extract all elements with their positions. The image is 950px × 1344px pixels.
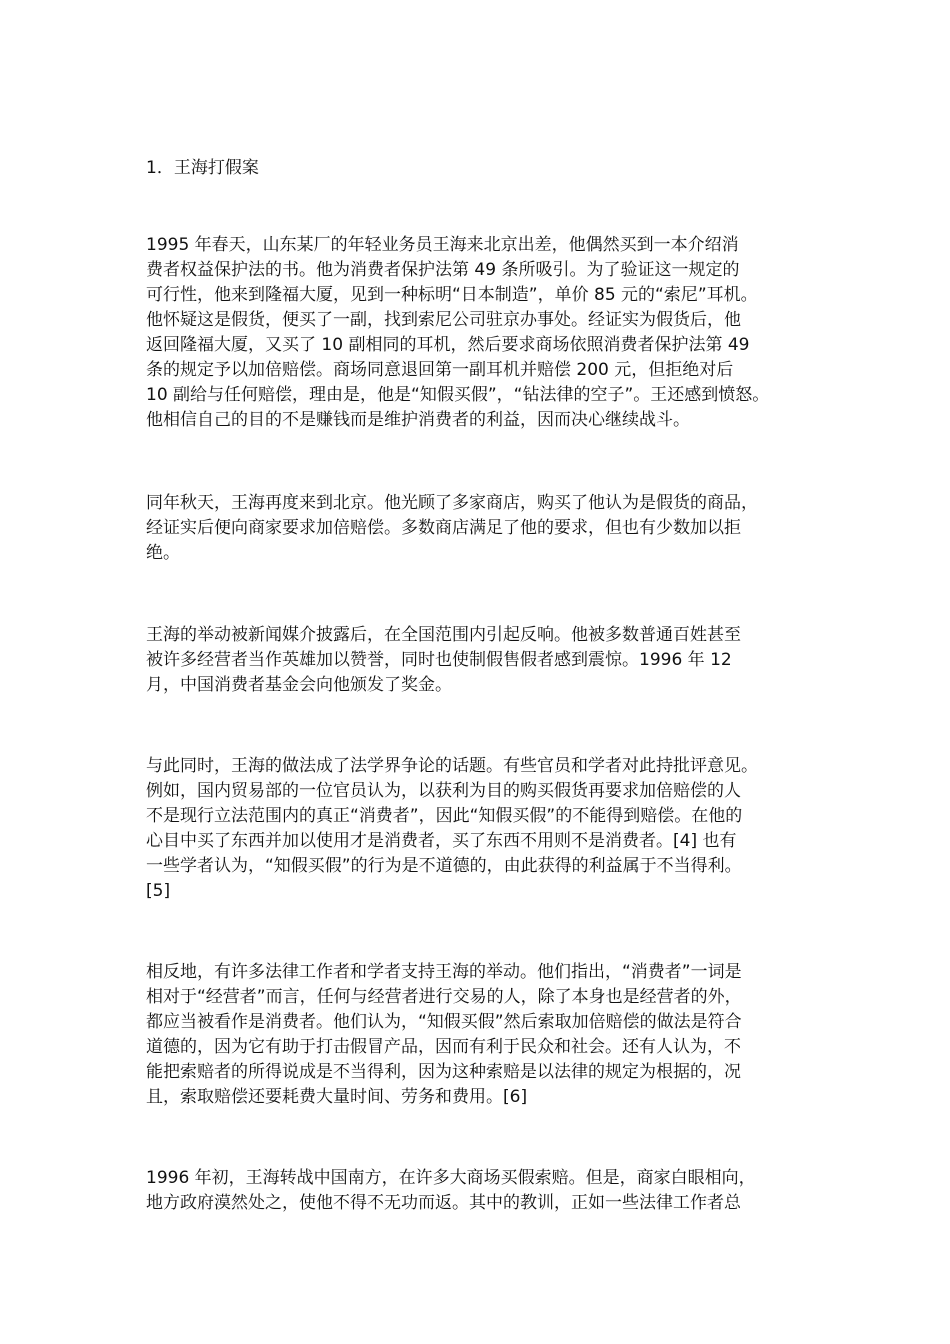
text-line: 他怀疑这是假货，便买了一副，找到索尼公司驻京办事处。经证实为假货后，他 <box>146 310 741 330</box>
text-line: 与此同时，王海的做法成了法学界争论的话题。有些官员和学者对此持批评意见。 <box>146 756 758 776</box>
paragraph-1 <box>146 233 812 433</box>
text-line: 条的规定予以加倍赔偿。商场同意退回第一副耳机并赔偿 200 元，但拒绝对后 <box>146 360 734 380</box>
text-line: 可行性，他来到隆福大厦，见到一种标明“日本制造”，单价 85 元的“索尼”耳机。 <box>146 285 758 305</box>
text-line: 都应当被看作是消费者。他们认为，“知假买假”然后索取加倍赔偿的做法是符合 <box>146 1012 742 1032</box>
text-line: 经证实后便向商家要求加倍赔偿。多数商店满足了他的要求，但也有少数加以拒 <box>146 518 741 538</box>
paragraph-4 <box>146 754 812 904</box>
text-line: 能把索赔者的所得说成是不当得利，因为这种索赔是以法律的规定为根据的，况 <box>146 1062 741 1082</box>
text-line: [5] <box>146 881 171 901</box>
text-line: 地方政府漠然处之，使他不得不无功而返。其中的教训，正如一些法律工作者总 <box>146 1193 741 1213</box>
text-line: 相对于“经营者”而言，任何与经营者进行交易的人，除了本身也是经营者的外， <box>146 987 742 1007</box>
text-line: 不是现行立法范围内的真正“消费者”，因此“知假买假”的不能得到赔偿。在他的 <box>146 806 743 826</box>
text-line: 道德的，因为它有助于打击假冒产品，因而有利于民众和社会。还有人认为，不 <box>146 1037 741 1057</box>
text-line: 且，索取赔偿还要耗费大量时间、劳务和费用。[6] <box>146 1087 528 1107</box>
text-line: 相反地，有许多法律工作者和学者支持王海的举动。他们指出，“消费者”一词是 <box>146 962 742 982</box>
text-line: 心目中买了东西并加以使用才是消费者，买了东西不用则不是消费者。[4] 也有 <box>146 831 737 851</box>
paragraph-3 <box>146 623 812 698</box>
text-line: 一些学者认为，“知假买假”的行为是不道德的，由此获得的利益属于不当得利。 <box>146 856 742 876</box>
text-line: 例如，国内贸易部的一位官员认为，以获利为目的购买假货再要求加倍赔偿的人 <box>146 781 741 801</box>
paragraph-5 <box>146 960 812 1110</box>
text-line: 1995 年春天，山东某厂的年轻业务员王海来北京出差，他偶然买到一本介绍消 <box>146 235 739 255</box>
text-line: 绝。 <box>146 543 180 563</box>
text-line: 费者权益保护法的书。他为消费者保护法第 49 条所吸引。为了验证这一规定的 <box>146 260 740 280</box>
text-line: 1996 年初，王海转战中国南方，在许多大商场买假索赔。但是，商家白眼相向， <box>146 1168 756 1188</box>
text-line: 月，中国消费者基金会向他颁发了奖金。 <box>146 675 452 695</box>
paragraph-2 <box>146 491 812 566</box>
paragraph-6 <box>146 1166 812 1216</box>
text-line: 他相信自己的目的不是赚钱而是维护消费者的利益，因而决心继续战斗。 <box>146 410 690 430</box>
text-line: 同年秋天，王海再度来到北京。他光顾了多家商店，购买了他认为是假货的商品， <box>146 493 758 513</box>
section-heading: 1．王海打假案 <box>146 158 259 178</box>
text-line: 返回隆福大厦，又买了 10 副相同的耳机，然后要求商场依照消费者保护法第 49 <box>146 335 750 355</box>
text-line: 被许多经营者当作英雄加以赞誉，同时也使制假售假者感到震惊。1996 年 12 <box>146 650 732 670</box>
text-line: 10 副给与任何赔偿，理由是，他是“知假买假”，“钻法律的空子”。王还感到愤怒。 <box>146 385 770 405</box>
text-line: 王海的举动被新闻媒介披露后，在全国范围内引起反响。他被多数普通百姓甚至 <box>146 625 741 645</box>
